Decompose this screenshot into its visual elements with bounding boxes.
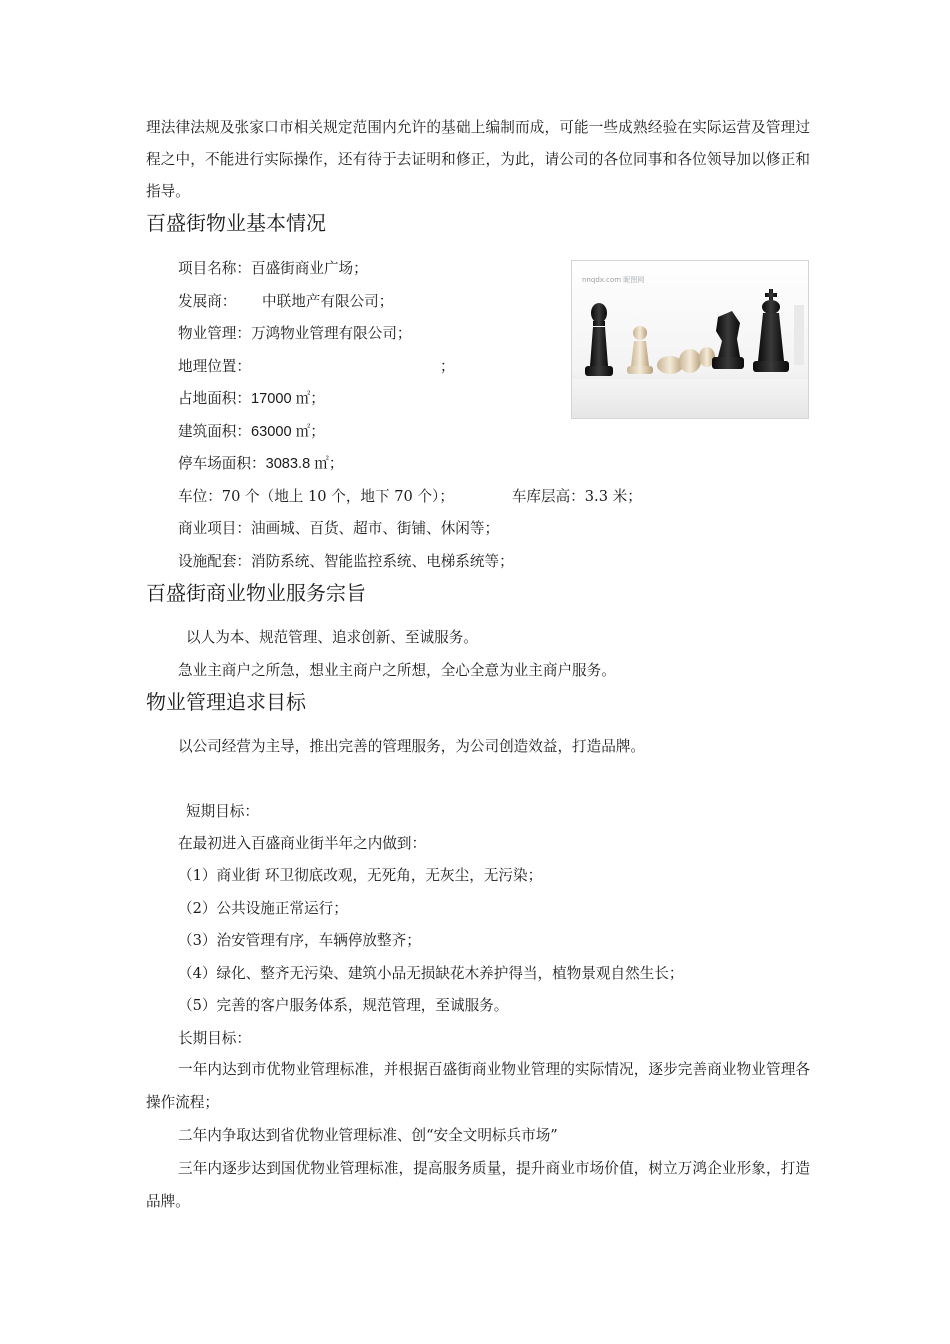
info-label: 设施配套：	[178, 553, 251, 570]
info-value: 中联地产有限公司；	[262, 293, 394, 310]
purpose-line-1: 以人为本、规范管理、追求创新、至诚服务。	[186, 629, 478, 646]
info-value: 油画城、百货、超市、街铺、休闲等；	[250, 520, 500, 537]
info-label: 商业项目：	[178, 520, 251, 537]
info-line-property-management	[178, 323, 412, 345]
short-term-intro: 在最初进入百盛商业街半年之内做到：	[178, 835, 427, 852]
info-label: 项目名称：	[178, 260, 251, 277]
short-term-item-5: （5）完善的客户服务体系，规范管理，至诚服务。	[178, 997, 509, 1014]
section-heading-management-goals: 物业管理追求目标	[146, 690, 306, 714]
info-label: 物业管理：	[178, 325, 251, 342]
info-line-project-name	[178, 258, 368, 280]
short-term-item-2: （2）公共设施正常运行；	[178, 900, 348, 917]
short-term-label: 短期目标：	[186, 803, 259, 820]
info-value: 3083.8 ㎡；	[265, 456, 344, 472]
short-term-item-1: （1）商业街 环卫彻底改观，无死角，无灰尘，无污染；	[178, 867, 543, 884]
long-term-para-1: 一年内达到市优物业管理标准，并根据百盛街商业物业管理的实际情况，逐步完善商业物业管理各操作流程；	[146, 1061, 810, 1111]
info-line-parking-area	[178, 453, 343, 475]
info-line-developer	[178, 291, 393, 313]
info-label: 发展商：	[178, 293, 237, 310]
section-heading-service-purpose: 百盛街商业物业服务宗旨	[146, 581, 366, 605]
info-extra: 车库层高：3.3 米；	[511, 488, 642, 505]
info-label: 地理位置：	[178, 358, 251, 375]
intro-paragraph: 理法律法规及张家口市相关规定范围内允许的基础上编制而成，可能一些成熟经验在实际运营及管理过程之中，不能进行实际操作，还有待于去证明和修正，为此，请公司的各位同事和各位领导加以修正和指导。	[146, 119, 810, 200]
info-line-business-items	[178, 518, 499, 540]
info-value: 消防系统、智能监控系统、电梯系统等；	[250, 553, 514, 570]
info-value: 万鸿物业管理有限公司；	[250, 325, 412, 342]
image-watermark: nnqdx.com 昵图网	[582, 276, 645, 284]
purpose-line-2: 急业主商户之所急，想业主商户之所想，全心全意为业主商户服务。	[178, 662, 616, 679]
info-label: 建筑面积：	[178, 423, 251, 440]
info-value: ；	[440, 358, 455, 375]
info-label: 占地面积：	[178, 390, 251, 407]
info-value: 17000 ㎡；	[250, 391, 325, 407]
info-value: 70 个（地上 10 个，地下 70 个）；	[221, 488, 454, 505]
info-line-parking-spaces	[178, 486, 642, 508]
info-value: 百盛街商业广场；	[250, 260, 368, 277]
info-label: 停车场面积：	[178, 455, 266, 472]
chess-pieces-photo	[571, 260, 809, 419]
info-line-location	[178, 356, 455, 378]
info-label: 车位：	[178, 488, 222, 505]
info-value: 63000 ㎡；	[250, 424, 325, 440]
long-term-label: 长期目标：	[178, 1030, 251, 1047]
info-line-land-area	[178, 388, 325, 410]
long-term-para-3: 三年内逐步达到国优物业管理标准，提高服务质量，提升商业市场价值，树立万鸿企业形象，打造品牌。	[146, 1160, 810, 1210]
section-heading-basic-info: 百盛街物业基本情况	[146, 211, 326, 235]
long-term-para-2: 二年内争取达到省优物业管理标准、创“安全文明标兵市场”	[178, 1127, 558, 1144]
goals-line-1: 以公司经营为主导，推出完善的管理服务，为公司创造效益，打造品牌。	[178, 738, 646, 755]
short-term-item-3: （3）治安管理有序，车辆停放整齐；	[178, 932, 421, 949]
info-line-facilities	[178, 551, 514, 573]
short-term-item-4: （4）绿化、整齐无污染、建筑小品无损缺花木养护得当，植物景观自然生长；	[178, 965, 684, 982]
info-line-building-area	[178, 421, 325, 443]
